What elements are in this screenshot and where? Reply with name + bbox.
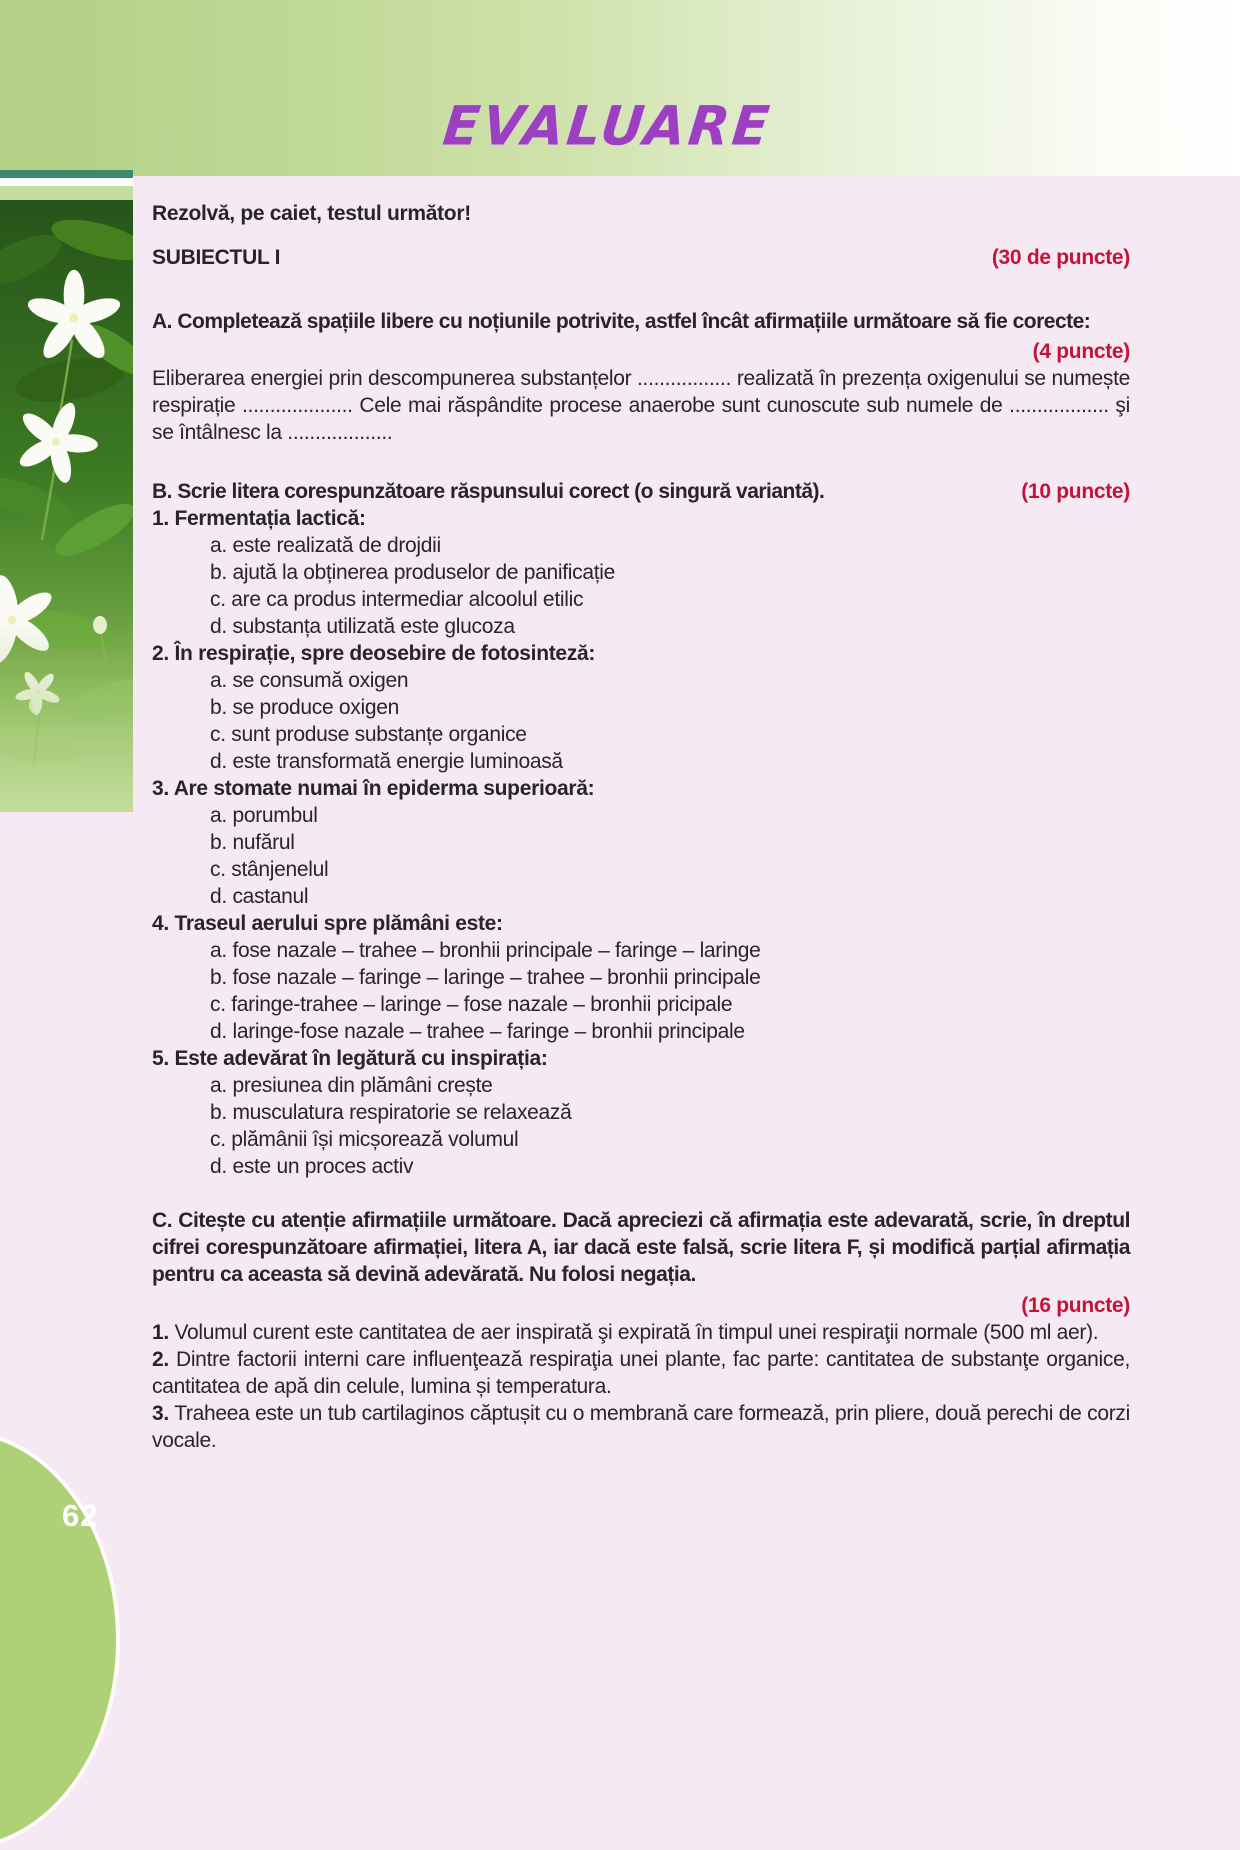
section-c-statements [152,1319,1130,1454]
statement: 3. Traheea este un tub cartilaginos căptușit cu o membrană care formează, prin pliere, două perechi de corzi vocale. [152,1402,1130,1452]
question-options [152,532,1130,640]
question-block [152,910,1130,1045]
option: a. se consumă oxigen [210,669,409,692]
question-options [152,1072,1130,1180]
page-title: EVALUARE [440,95,775,158]
page-number-badge [0,1430,120,1850]
section-b-heading: B. Scrie litera corespunzătoare răspunsului corect (o singură variantă). [152,480,825,503]
option: d. este transformată energie luminoasă [210,750,563,773]
question-heading: 5. Este adevărat în legătură cu inspirația: [152,1047,548,1070]
option: d. laringe-fose nazale – trahee – faringe – bronhii principale [210,1020,745,1043]
option: c. are ca produs intermediar alcoolul etilic [210,588,584,611]
option: c. stânjenelul [210,858,329,881]
option: a. este realizată de drojdii [210,534,441,557]
question-block [152,775,1130,910]
question-block [152,1045,1130,1180]
question-heading: 3. Are stomate numai în epiderma superioară: [152,777,595,800]
option: d. castanul [210,885,309,908]
section-c-points: (16 puncte) [1021,1294,1130,1317]
section-b-row [152,478,1130,505]
subject-label: SUBIECTUL I [152,246,281,269]
option: a. presiunea din plămâni crește [210,1074,493,1097]
intro-text: Rezolvă, pe caiet, testul următor! [152,202,471,225]
section-c-heading: C. Citește cu atenție afirmațiile următoare. Dacă apreciezi că afirmația este adevarată, scrie, în dreptul cifrei corespunzătoare afirmației, litera A, iar dacă este falsă, scrie litera F, și modifică parțial afirmația pentru ca aceasta să devină adevărată. Nu folosi negația. [152,1209,1130,1286]
page-number: 62 [62,1498,99,1533]
section-b-points: (10 puncte) [1021,480,1130,503]
option: a. porumbul [210,804,318,827]
question-heading: 1. Fermentația lactică: [152,507,366,530]
question-options [152,802,1130,910]
question-options [152,667,1130,775]
question-heading: 4. Traseul aerului spre plămâni este: [152,912,503,935]
question-block [152,505,1130,640]
question-options [152,937,1130,1045]
option: b. musculatura respiratorie se relaxează [210,1101,572,1124]
section-a-heading: A. Completează spațiile libere cu noțiunile potrivite, astfel încât afirmațiile următoare să fie corecte: [152,310,1091,333]
decorative-stripe-green [0,186,133,200]
subject-row [152,244,1130,271]
option: c. plămânii își micșorează volumul [210,1128,519,1151]
question-block [152,640,1130,775]
statement: 2. Dintre factorii interni care influenţează respiraţia unei plante, fac parte: cantitatea de substanţe organice, cantitatea de apă din celule, lumina și temperatura. [152,1348,1130,1398]
section-a-text: Eliberarea energiei prin descompunerea substanțelor ................. realizată în prezența oxigenului se numește respirație .................... Cele mai răspândite procese anaerobe sunt cunoscute sub numele de .................. şi se întâlnesc la ................... [152,367,1130,444]
decorative-stripe-white [0,178,133,186]
jasmine-flowers-photo [0,200,133,812]
statement: 1. Volumul curent este cantitatea de aer inspirată şi expirată în timpul unei respiraţii normale (500 ml aer). [152,1321,1099,1344]
option: b. fose nazale – faringe – laringe – trahee – bronhii principale [210,966,761,989]
option: b. ajută la obținerea produselor de panificație [210,561,616,584]
option: c. faringe-trahee – laringe – fose nazale – bronhii pricipale [210,993,733,1016]
option: d. substanța utilizată este glucoza [210,615,515,638]
option: b. se produce oxigen [210,696,399,719]
subject-points: (30 de puncte) [991,246,1130,269]
option: c. sunt produse substanțe organice [210,723,527,746]
section-a-points: (4 puncte) [1032,340,1130,363]
test-content [152,0,1130,1454]
option: a. fose nazale – trahee – bronhii principale – faringe – laringe [210,939,761,962]
decorative-stripe-teal [0,170,133,178]
question-heading: 2. În respirație, spre deosebire de fotosinteză: [152,642,596,665]
option: d. este un proces activ [210,1155,414,1178]
option: b. nufărul [210,831,295,854]
